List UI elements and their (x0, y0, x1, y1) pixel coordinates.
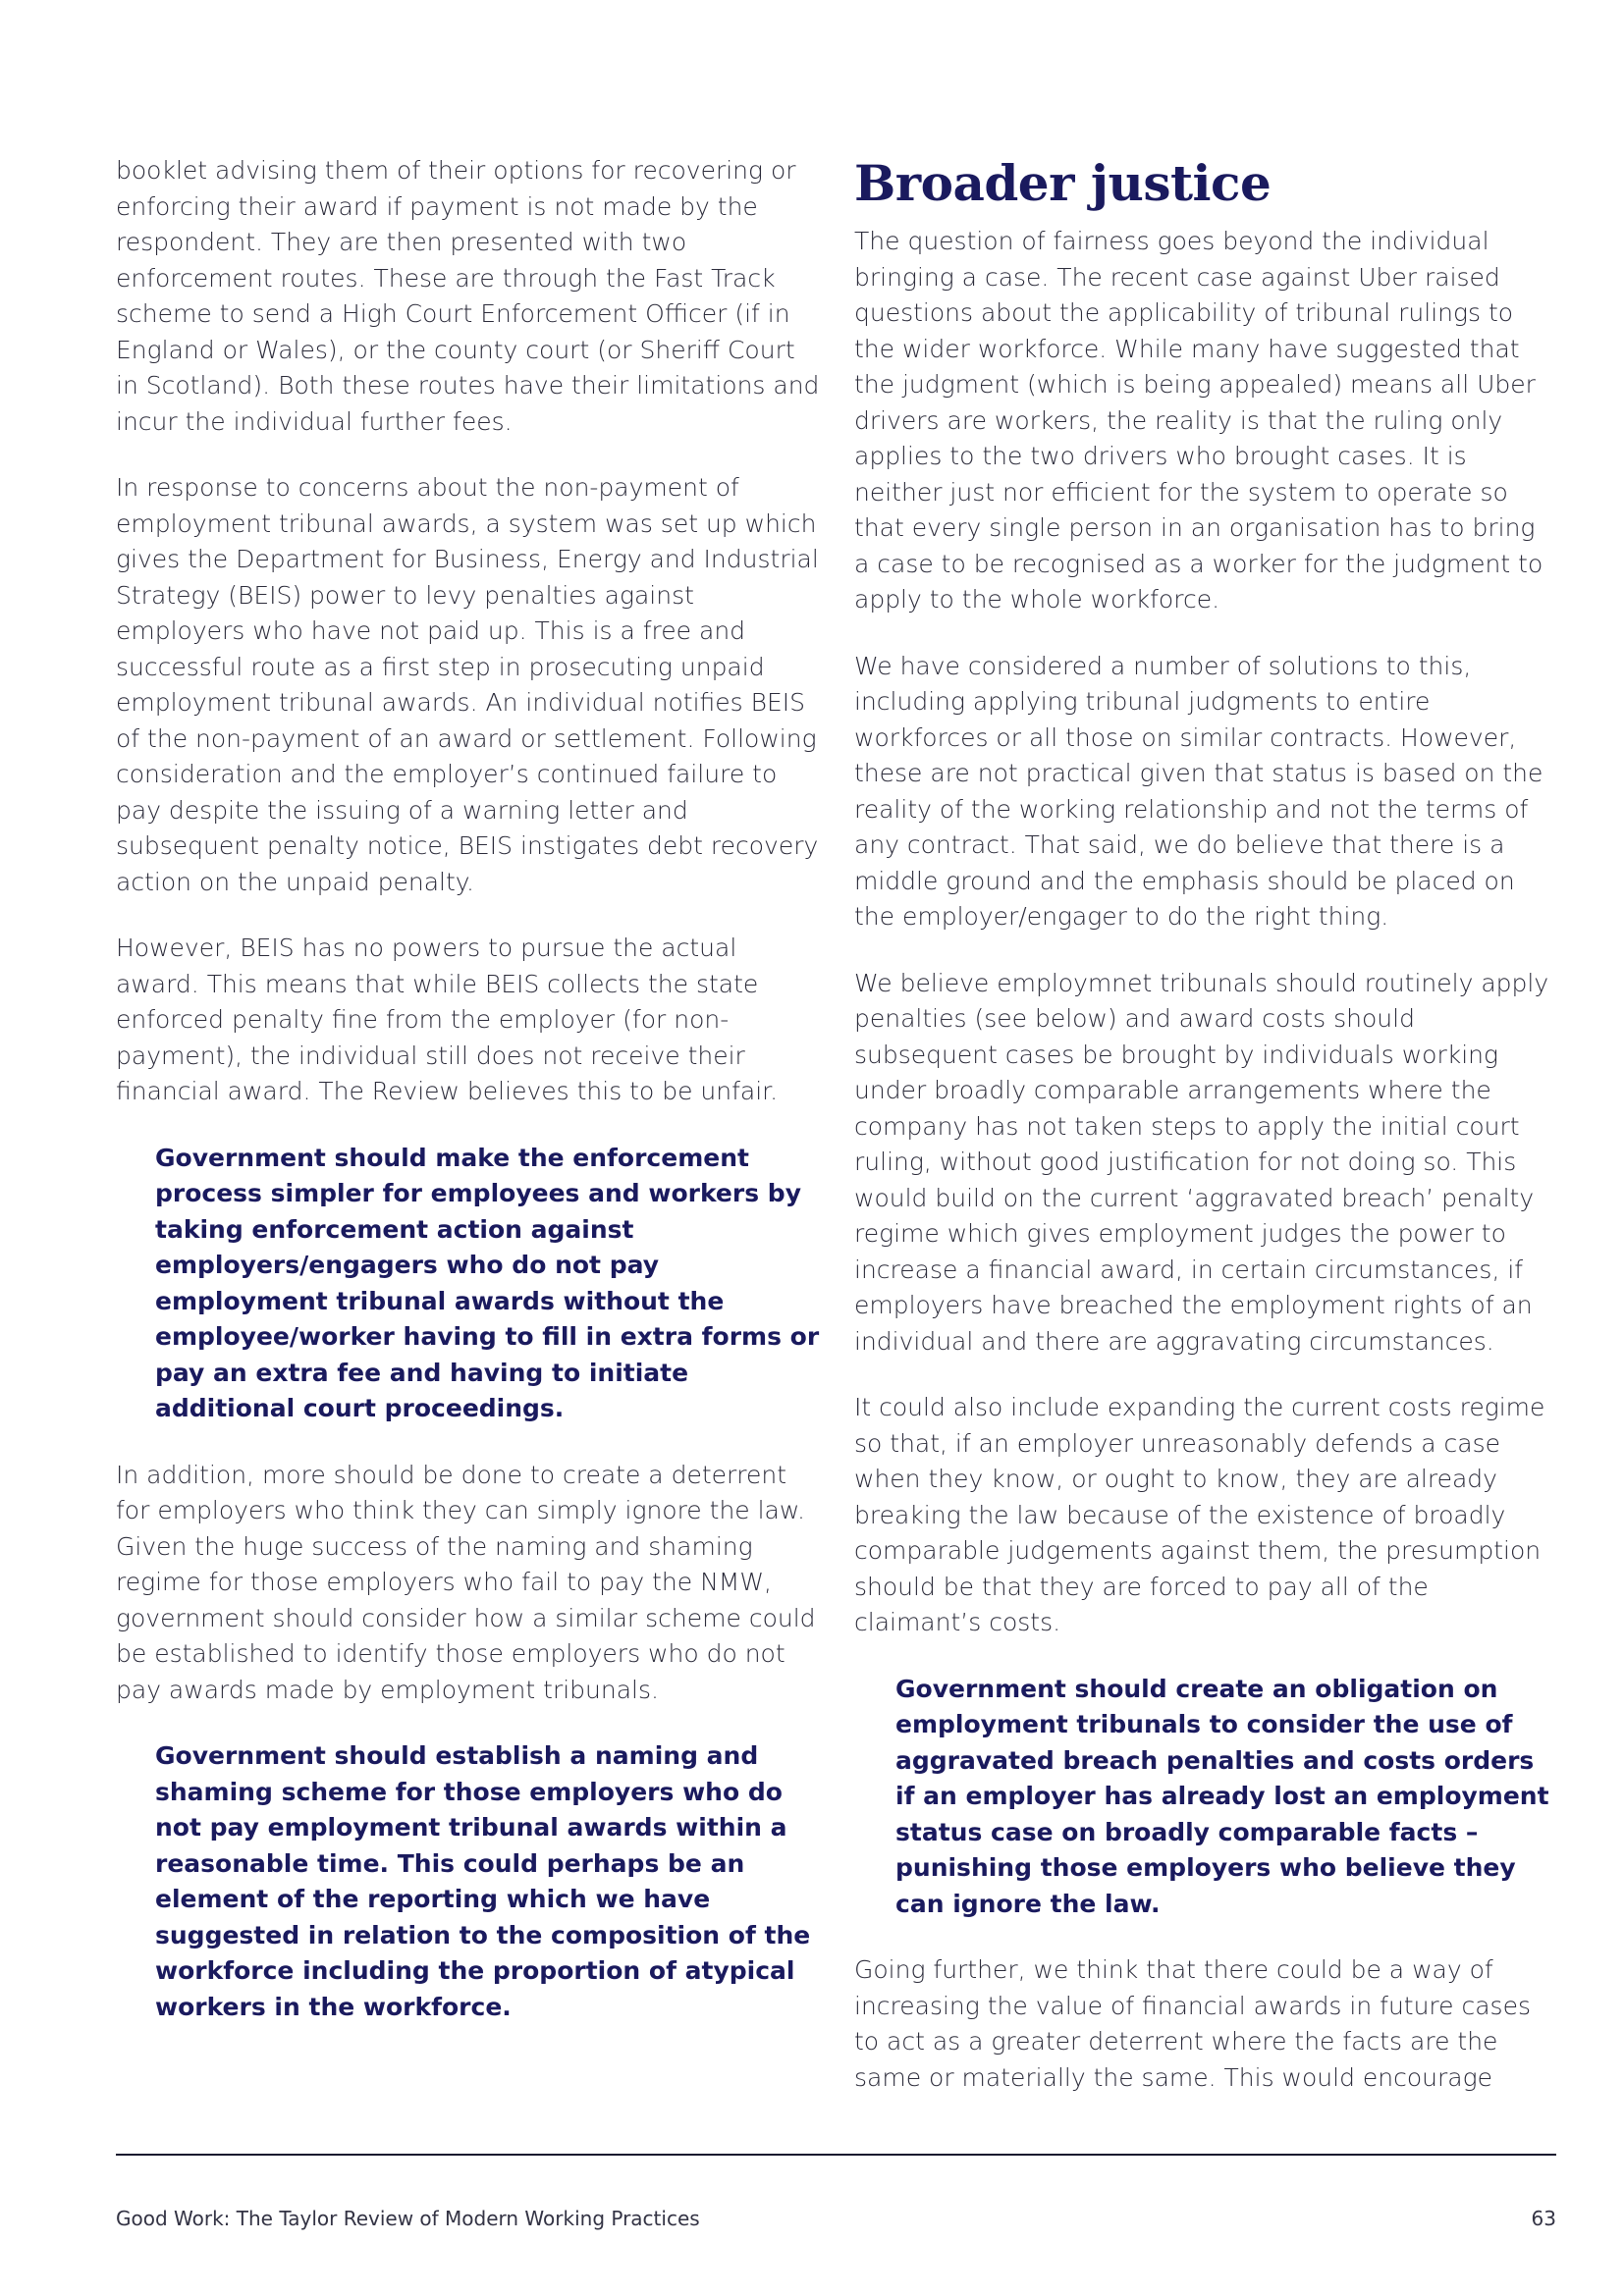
body-paragraph: It could also include expanding the current costs regime so that, if an employer unreasonably defends a case when they know, or ought to know, they are already breaking the law because of the existence of broadly comparable judgements against them, the presumption should be that they are forced to pay all of the claimant’s costs. (854, 1393, 1545, 1636)
left-column (116, 153, 823, 2056)
body-paragraph: In addition, more should be done to create a deterrent for employers who think they can simply ignore the law. Given the huge success of the naming and shaming regime for those employers who fail to pay the NMW, government should consider how a similar scheme could be established to identify those employers who do not pay awards made by employment tribunals. (116, 1460, 816, 1704)
right-column (854, 153, 1556, 2126)
section-heading: Broader justice (854, 154, 1272, 212)
body-paragraph: We have considered a number of solutions to this, including applying tribunal judgments to entire workforces or all those on similar contracts. However, these are not practical given that status is based on the reality of the working relationship and not the terms of any contract. That said, we do believe that there is a middle ground and the emphasis should be placed on the employer/engager to do the right thing. (854, 651, 1543, 931)
body-paragraph: We believe employmnet tribunals should routinely apply penalties (see below) and award costs should subsequent cases be brought by individuals working under broadly comparable arrangements where the company has not taken steps to apply the initial court ruling, without good justification for not doing so. This would build on the current ‘aggravated breach’ penalty regime which gives employment judges the power to increase a financial award, in certain circumstances, if employers have breached the employment rights of an individual and there are aggravating circumstances. (854, 968, 1549, 1356)
body-paragraph: However, BEIS has no powers to pursue the actual award. This means that while BEIS collects the state enforced penalty fine from the employer (for non-payment), the individual still does not receive their financial award. The Review believes this to be unfair. (116, 934, 779, 1105)
page-number: 63 (1531, 2207, 1556, 2230)
recommendation-paragraph: Government should create an obligation on employment tribunals to consider the use of aggravated breach penalties and costs orders if an employer has already lost an employment status case on broadly comparable facts – punishing those employers who believe they can ignore the law. (895, 1674, 1549, 1918)
body-paragraph: In response to concerns about the non-payment of employment tribunal awards, a system was set up which gives the Department for Business, Energy and Industrial Strategy (BEIS) power to levy penalties against employers who have not paid up. This is a free and successful route as a first step in prosecuting unpaid employment tribunal awards. An individual notifies BEIS of the non-payment of an award or settlement. Following consideration and the employer’s continued failure to pay despite the issuing of a warning letter and subsequent penalty notice, BEIS instigates debt recovery action on the unpaid penalty. (116, 473, 819, 896)
recommendation-paragraph: Government should make the enforcement process simpler for employees and workers by taking enforcement action against employers/engagers who do not pay employment tribunal awards without the employee/worker having to fill in extra forms or pay an extra fee and having to initiate additional court proceedings. (155, 1143, 820, 1422)
footer-title: Good Work: The Taylor Review of Modern Working Practices (116, 2207, 700, 2230)
body-paragraph: The question of fairness goes beyond the individual bringing a case. The recent case against Uber raised questions about the applicability of tribunal rulings to the wider workforce. While many have suggested that the judgment (which is being appealed) means all Uber drivers are workers, the reality is that the ruling only applies to the two drivers who brought cases. It is neither just nor efficient for the system to operate so that every single person in an organisation has to bring a case to be recognised as a worker for the judgment to apply to the whole workforce. (854, 227, 1543, 614)
body-paragraph: booklet advising them of their options for recovering or enforcing their award if payment is not made by the respondent. They are then presented with two enforcement routes. These are through the Fast Track scheme to send a High Court Enforcement Officer (if in England or Wales), or the county court (or Sheriff Court in Scotland). Both these routes have their limitations and incur the individual further fees. (116, 156, 820, 436)
body-paragraph: Going further, we think that there could be a way of increasing the value of financial awards in future cases to act as a greater deterrent where the facts are the same or materially the same. This would encourage (854, 1955, 1531, 2092)
footer-divider (116, 2154, 1556, 2156)
recommendation-paragraph: Government should establish a naming and shaming scheme for those employers who do not pay employment tribunal awards within a reasonable time. This could perhaps be an element of the reporting which we have suggested in relation to the composition of the workforce including the proportion of atypical workers in the workforce. (155, 1741, 811, 2021)
